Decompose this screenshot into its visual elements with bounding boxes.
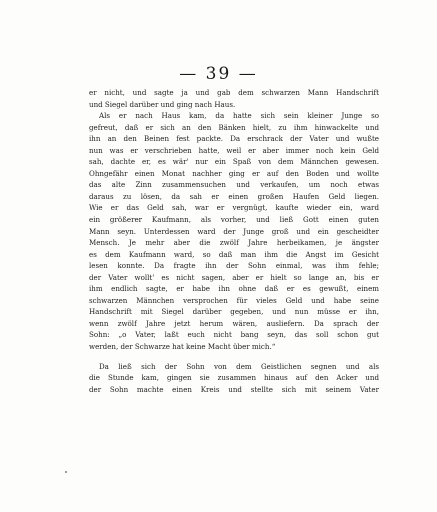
text-line: das alte Zinn zusammensuchen und verkaufen, um noch etwas	[89, 180, 379, 190]
paper-speck	[65, 471, 67, 473]
text-line: Als er nach Haus kam, da hatte sich sein kleiner Junge so	[99, 111, 379, 121]
text-line: der Sohn machte einen Kreis und stellte sich mit seinem Vater	[89, 384, 379, 394]
text-line: die Stunde kam, gingen sie zusammen hinaus auf den Acker und	[89, 373, 379, 383]
text-line: werden, der Schwarze hat keine Macht über mich.“	[89, 342, 276, 352]
text-line: er nicht, und sagte ja und gab dem schwarzen Mann Handschrift	[89, 88, 379, 97]
text-line: nun was er verschrieben hatte, weil er aber immer noch kein Geld	[89, 145, 379, 155]
text-line: es dem Kaufmann ward, so daß man ihm die Angst im Gesicht	[89, 249, 379, 259]
text-line: ihn an den Beinen fest packte. Da erschrack der Vater und wußte	[89, 134, 379, 144]
text-line: der Vater wollt' es nicht sagen, aber er hielt so lange an, bis er	[89, 272, 379, 282]
text-line: Da ließ sich der Sohn von dem Geistlichen segnen und als	[99, 361, 379, 371]
text-line: sah, dachte er, es wär' nur ein Spaß von dem Männchen gewesen.	[89, 157, 379, 167]
text-line: lesen konnte. Da fragte ihn der Sohn einmal, was ihm fehle;	[89, 261, 379, 271]
text-line: Ohngefähr einen Monat nachher ging er auf den Boden und wollte	[89, 168, 379, 178]
body-text	[89, 87, 379, 395]
page-number: — 39 —	[179, 64, 258, 84]
text-line: ihm endlich sagte, er habe ihn ohne daß er es gewußt, einem	[89, 284, 379, 294]
text-line: Mann seyn. Unterdessen ward der Junge groß und ein gescheidter	[89, 226, 379, 236]
text-line: Sohn: „o Vater, laßt euch nicht bang seyn, das soll schon gut	[89, 330, 379, 340]
text-line: Handschrift mit Siegel darüber gegeben, und nun müsse er ihn,	[89, 307, 379, 317]
text-line: ein größerer Kaufmann, als vorher, und ließ Gott einen guten	[89, 215, 379, 225]
text-line: daraus zu lösen, da sah er einen großen Haufen Geld liegen.	[89, 191, 379, 201]
text-line: Mensch. Je mehr aber die zwölf Jahre herbeikamen, je ängster	[89, 238, 379, 248]
text-line: Wie er das Geld sah, war er vergnügt, kaufte wieder ein, ward	[89, 203, 379, 213]
text-line: und Siegel darüber und ging nach Haus.	[89, 99, 236, 109]
paragraph-gap	[89, 353, 379, 361]
text-line: gefreut, daß er sich an den Bänken hielt, zu ihm hinwackelte und	[89, 122, 379, 132]
text-line: wenn zwölf Jahre jetzt herum wären, ausliefern. Da sprach der	[89, 318, 379, 328]
text-line: schwarzen Männchen versprochen für vieles Geld und habe seine	[89, 295, 379, 305]
